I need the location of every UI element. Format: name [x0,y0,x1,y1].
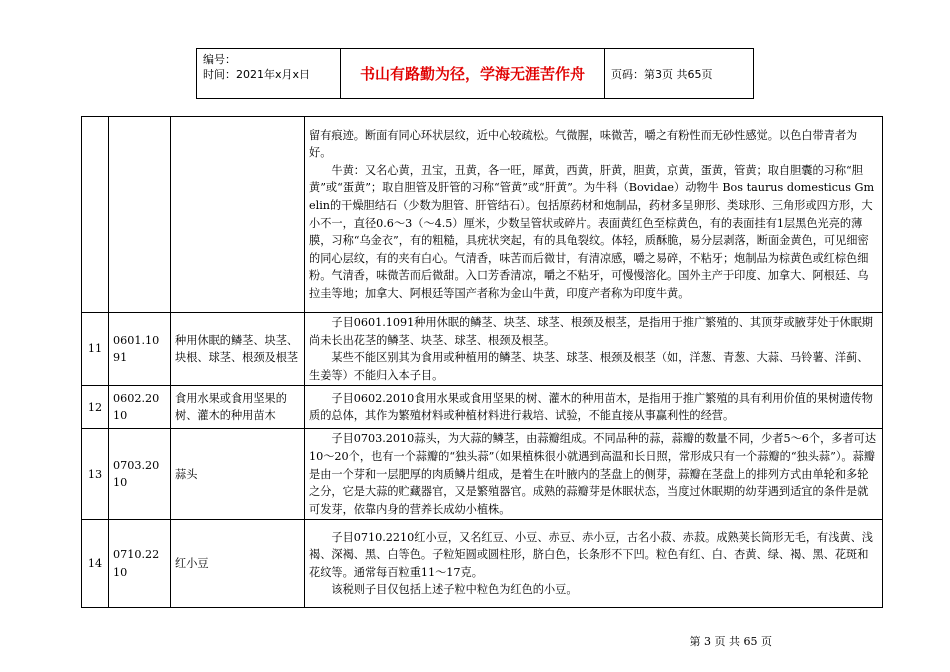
row-code: 0601.1091 [109,313,171,386]
table-row [82,117,883,313]
row-code [109,117,171,313]
row-description [305,520,883,608]
description-paragraph: 某些不能区别其为食用或种植用的鳞茎、块茎、球茎、根颈及根茎（如，洋葱、青葱、大蒜、马铃薯、洋蓟、生姜等）不能归入本子目。 [309,351,869,382]
row-name: 食用水果或食用坚果的树、灌木的种用苗木 [171,386,305,429]
header-time: 时间：2021年x月x日 [203,68,311,81]
description-paragraph: 子目0601.1091种用休眠的鳞茎、块茎、球茎、根颈及根茎，是指用于推广繁殖的、其顶芽或腋芽处于休眠期尚未长出花茎的鳞茎、块茎、球茎、根颈及根茎。 [309,316,873,347]
header-meta [197,49,341,98]
page-header [196,48,754,99]
row-name: 红小豆 [171,520,305,608]
header-motto: 书山有路勤为径，学海无涯苦作舟 [341,49,605,98]
table-row [82,429,883,520]
table-row [82,520,883,608]
row-description [305,117,883,313]
row-code: 0602.2010 [109,386,171,429]
row-name [171,117,305,313]
row-number: 13 [82,429,109,520]
row-code: 0710.2210 [109,520,171,608]
row-name: 蒜头 [171,429,305,520]
table-row [82,313,883,386]
row-name: 种用休眠的鳞茎、块茎、块根、球茎、根颈及根茎 [171,313,305,386]
tariff-table [81,116,883,608]
description-paragraph: 该税则子目仅包括上述子粒中粒色为红色的小豆。 [331,583,578,597]
row-number: 11 [82,313,109,386]
table-body [82,117,883,608]
description-paragraph: 牛黄：又名心黄，丑宝，丑黄，各一旺，犀黄，西黄，肝黄，胆黄，京黄，蛋黄，管黄；取自胆囊的习称“胆黄”或“蛋黄”；取自胆管及肝管的习称“管黄”或“肝黄”。为牛科（Bovidae）动物牛 Bos taurus domesticus Gmelin的干燥胆结石（少数为胆管、肝管结石）。包括原药材和炮制品，药材多呈卵形、类球形、三角形或四方形，大小不一，直径0.6～3（～4.5）厘米，少数呈管状或碎片。表面黄红色至棕黄色，有的表面挂有1层黑色光亮的薄膜，习称“乌金衣”，有的粗糙，具疣状突起，有的具龟裂纹。体轻，质酥脆，易分层剥落，断面金黄色，可见细密的同心层纹，有的夹有白心。气清香，味苦而后微甘，有清凉感，嚼之易碎，不粘牙；炮制品为棕黄色或红棕色细粉。气清香，味微苦而后微甜。入口芳香清凉，嚼之不粘牙，可慢慢溶化。国外主产于印度、加拿大、阿根廷、乌拉圭等地；加拿大、阿根廷等国产者称为金山牛黄，印度产者称为印度牛黄。 [309,163,875,300]
description-paragraph: 子目0602.2010食用水果或食用坚果的树、灌木的种用苗木，是指用于推广繁殖的具有利用价值的果树遗传物质的总体，其作为繁殖材料或种植材料进行栽培、试验，不能直接从事赢利性的经营。 [309,391,873,423]
row-description [305,313,883,386]
row-description [305,429,883,520]
row-number: 12 [82,386,109,429]
row-code: 0703.2010 [109,429,171,520]
description-paragraph: 子目0703.2010蒜头，为大蒜的鳞茎，由蒜瓣组成。不同品种的蒜，蒜瓣的数量不同，少者5～6个，多者可达10～20个，也有一个蒜瓣的“独头蒜”（如果植株很小就遇到高温和长日照，常形成只有一个蒜瓣的“独头蒜”）。蒜瓣是由一个芽和一层肥厚的肉质鳞片组成，是着生在叶腋内的茎盘上的侧芽，蒜瓣在茎盘上的排列方式由单轮和多轮之分，它是大蒜的贮藏器官，又是繁殖器官。成熟的蒜瓣芽是休眠状态，当度过休眠期的幼芽遇到适宜的条件是就可发芽，依靠内身的营养长成幼小植株。 [309,432,877,516]
header-page: 页码：第3页 共65页 [611,67,713,81]
table-row [82,386,883,429]
row-description [305,386,883,429]
page-footer: 第 3 页 共 65 页 [689,635,772,648]
description-paragraph: 子目0710.2210红小豆，又名红豆、小豆、赤豆、赤小豆，古名小菽、赤菽。成熟荚长筒形无毛，有浅黄、浅褐、深褐、黑、白等色。子粒矩圆或圆柱形，脐白色，长条形不下凹。粒色有红、白、杏黄、绿、褐、黑、花斑和花纹等。通常每百粒重11～17克。 [309,530,873,579]
row-number [82,117,109,313]
row-number: 14 [82,520,109,608]
header-number: 编号： [203,53,236,66]
description-paragraph: 留有痕迹。断面有同心环状层纹，近中心较疏松。气微腥，味微苦，嚼之有粉性而无砂性感觉。以色白带青者为好。 [309,128,858,160]
